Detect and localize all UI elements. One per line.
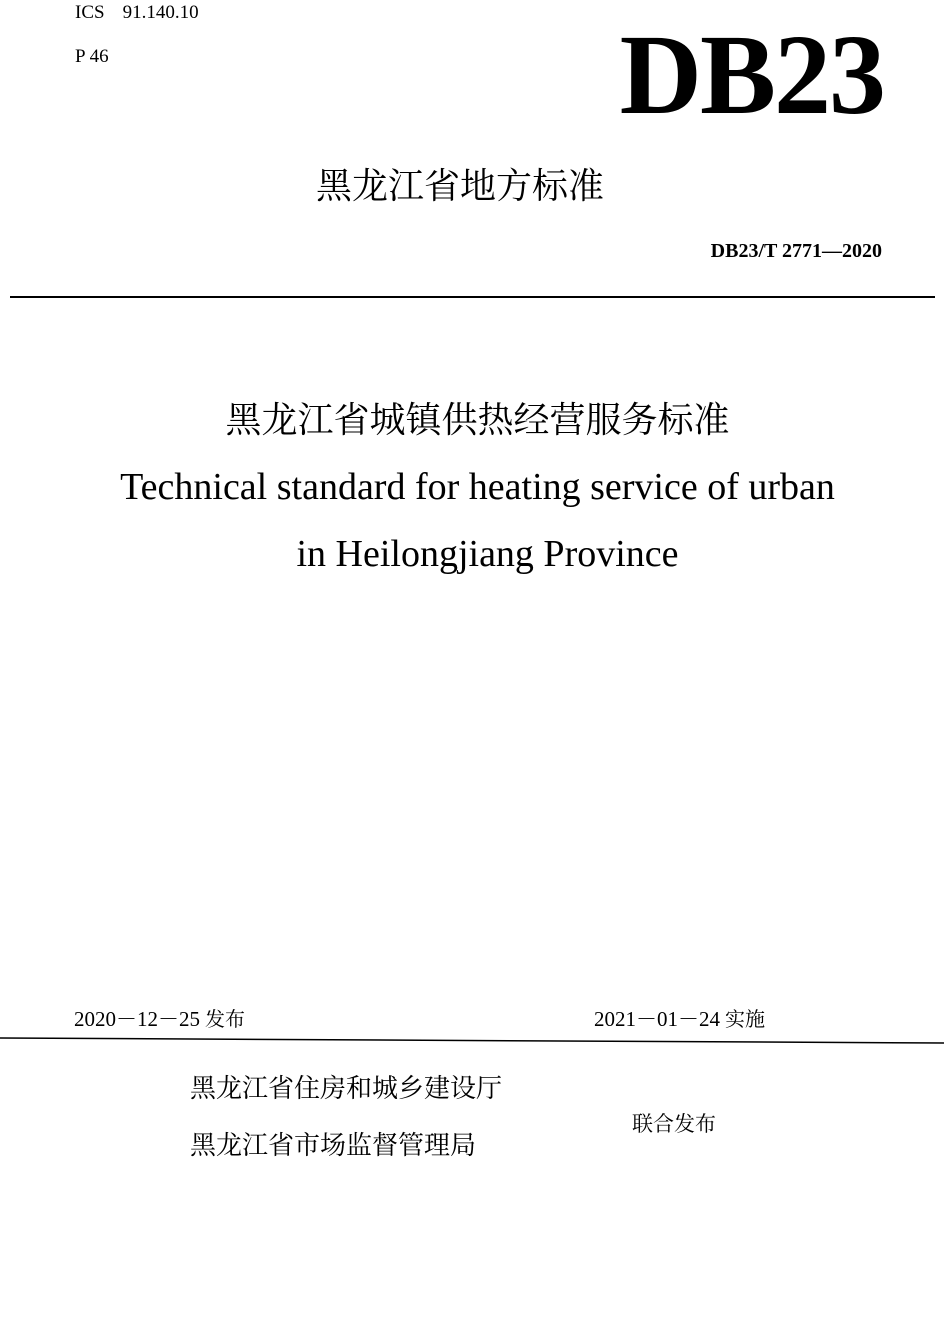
issuer-market-regulation: 黑龙江省市场监督管理局 xyxy=(190,1131,477,1161)
ccs-code: P 46 xyxy=(75,46,109,67)
issuer-housing-department: 黑龙江省住房和城乡建设厅 xyxy=(190,1074,503,1104)
publish-label: 发布 xyxy=(205,1007,245,1031)
standard-number: DB23/T 2771—2020 xyxy=(710,240,882,262)
publish-date xyxy=(74,1003,245,1033)
standard-prefix: DB23 xyxy=(619,11,884,138)
ics-number: 91.140.10 xyxy=(122,2,199,23)
implement-date xyxy=(594,1003,765,1033)
ics-label: ICS xyxy=(75,2,105,23)
ics-code xyxy=(75,2,199,24)
implement-label: 实施 xyxy=(725,1007,765,1031)
publish-date-value: 2020－12－25 xyxy=(74,1007,200,1031)
top-divider xyxy=(10,296,935,298)
implement-date-value: 2021－01－24 xyxy=(594,1007,720,1031)
standard-type: 黑龙江省地方标准 xyxy=(315,166,604,207)
title-english-line2: in Heilongjiang Province xyxy=(296,533,679,575)
title-chinese: 黑龙江省城镇供热经营服务标准 xyxy=(225,400,730,441)
joint-release-label: 联合发布 xyxy=(632,1112,716,1136)
title-english-line1: Technical standard for heating service of urban xyxy=(120,466,835,508)
bottom-divider xyxy=(0,1035,944,1047)
